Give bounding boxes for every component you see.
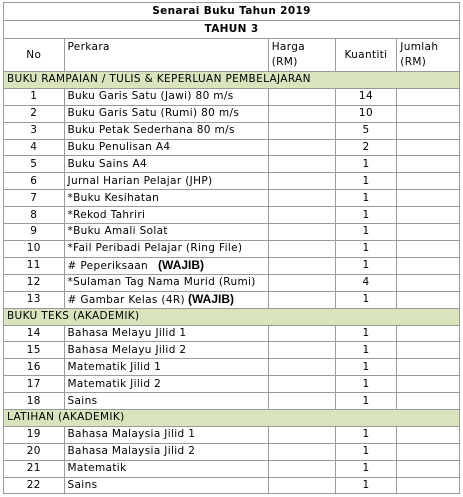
item-total bbox=[397, 190, 460, 207]
item-no: 4 bbox=[4, 139, 65, 156]
item-no: 1 bbox=[4, 88, 65, 105]
item-total bbox=[397, 376, 460, 393]
subtitle-row bbox=[4, 21, 460, 39]
item-name: Jurnal Harian Pelajar (JHP) bbox=[67, 174, 213, 187]
item-price bbox=[268, 105, 335, 122]
item-quantity: 1 bbox=[335, 376, 397, 393]
item-total bbox=[397, 291, 460, 308]
item-name-cell bbox=[64, 291, 268, 308]
item-price bbox=[268, 325, 335, 342]
item-total bbox=[397, 224, 460, 241]
section-title: BUKU TEKS (AKADEMIK) bbox=[4, 308, 460, 325]
item-name-cell bbox=[64, 376, 268, 393]
table-row bbox=[4, 426, 460, 443]
item-total bbox=[397, 426, 460, 443]
table-row bbox=[4, 274, 460, 291]
item-name: Bahasa Melayu Jilid 1 bbox=[67, 327, 187, 340]
item-price bbox=[268, 460, 335, 477]
section-row bbox=[4, 308, 460, 325]
item-quantity: 4 bbox=[335, 274, 397, 291]
header-harga-label: Harga bbox=[271, 41, 305, 53]
item-name: Bahasa Malaysia Jilid 1 bbox=[67, 428, 196, 441]
item-quantity: 1 bbox=[335, 291, 397, 308]
item-no: 10 bbox=[4, 240, 65, 257]
item-no: 9 bbox=[4, 224, 65, 241]
item-total bbox=[397, 477, 460, 494]
item-no: 8 bbox=[4, 207, 65, 224]
item-no: 15 bbox=[4, 342, 65, 359]
item-name-cell bbox=[64, 139, 268, 156]
table-row bbox=[4, 291, 460, 308]
item-price bbox=[268, 190, 335, 207]
table-row bbox=[4, 460, 460, 477]
item-quantity: 1 bbox=[335, 460, 397, 477]
header-row bbox=[4, 39, 460, 72]
item-total bbox=[397, 359, 460, 376]
table-row bbox=[4, 88, 460, 105]
item-quantity: 10 bbox=[335, 105, 397, 122]
header-jumlah-label: Jumlah bbox=[400, 41, 439, 53]
table-row bbox=[4, 224, 460, 241]
item-quantity: 1 bbox=[335, 173, 397, 190]
item-no: 13 bbox=[4, 291, 65, 308]
item-no: 5 bbox=[4, 156, 65, 173]
header-no: No bbox=[4, 39, 65, 72]
item-name-cell bbox=[64, 156, 268, 173]
item-name-cell bbox=[64, 274, 268, 291]
item-total bbox=[397, 105, 460, 122]
item-name-cell bbox=[64, 105, 268, 122]
item-price bbox=[268, 207, 335, 224]
section-title: BUKU RAMPAIAN / TULIS & KEPERLUAN PEMBELAJARAN bbox=[4, 72, 460, 89]
item-quantity: 1 bbox=[335, 477, 397, 494]
item-no: 19 bbox=[4, 426, 65, 443]
item-price bbox=[268, 122, 335, 139]
book-list-table bbox=[3, 2, 460, 494]
table-row bbox=[4, 190, 460, 207]
table-row bbox=[4, 342, 460, 359]
item-price bbox=[268, 342, 335, 359]
table-row bbox=[4, 257, 460, 274]
item-total bbox=[397, 460, 460, 477]
item-quantity: 1 bbox=[335, 325, 397, 342]
item-name-cell bbox=[64, 426, 268, 443]
item-price bbox=[268, 240, 335, 257]
table-row bbox=[4, 325, 460, 342]
table-row bbox=[4, 156, 460, 173]
header-kuantiti: Kuantiti bbox=[335, 39, 397, 72]
item-no: 7 bbox=[4, 190, 65, 207]
item-name: # Peperiksaan bbox=[67, 259, 149, 272]
item-name-cell bbox=[64, 257, 268, 274]
item-name: Buku Garis Satu (Rumi) 80 m/s bbox=[67, 107, 240, 120]
item-price bbox=[268, 173, 335, 190]
item-name: Bahasa Malaysia Jilid 2 bbox=[67, 445, 196, 458]
item-total bbox=[397, 443, 460, 460]
header-jumlah bbox=[397, 39, 460, 72]
item-price bbox=[268, 156, 335, 173]
item-quantity: 1 bbox=[335, 443, 397, 460]
sheet-title: Senarai Buku Tahun 2019 bbox=[4, 3, 460, 21]
table-row bbox=[4, 139, 460, 156]
item-quantity: 14 bbox=[335, 88, 397, 105]
item-no: 3 bbox=[4, 122, 65, 139]
book-list-sheet bbox=[3, 2, 460, 494]
sheet-subtitle: TAHUN 3 bbox=[4, 21, 460, 39]
item-name: *Sulaman Tag Nama Murid (Rumi) bbox=[67, 276, 256, 289]
item-name: Buku Garis Satu (Jawi) 80 m/s bbox=[67, 90, 234, 103]
item-price bbox=[268, 224, 335, 241]
item-quantity: 1 bbox=[335, 156, 397, 173]
item-name: Matematik bbox=[67, 462, 127, 475]
section-row bbox=[4, 410, 460, 427]
item-name-cell bbox=[64, 477, 268, 494]
item-price bbox=[268, 139, 335, 156]
item-quantity: 1 bbox=[335, 190, 397, 207]
item-price bbox=[268, 291, 335, 308]
item-name-cell bbox=[64, 88, 268, 105]
item-name-cell bbox=[64, 359, 268, 376]
item-name-cell bbox=[64, 460, 268, 477]
table-row bbox=[4, 376, 460, 393]
item-name: Bahasa Melayu Jilid 2 bbox=[67, 343, 187, 356]
item-quantity: 1 bbox=[335, 207, 397, 224]
item-name: # Gambar Kelas (4R) bbox=[67, 293, 185, 306]
item-name: Sains bbox=[67, 394, 98, 407]
item-name: *Buku Kesihatan bbox=[67, 191, 160, 204]
mandatory-tag: (WAJIB) bbox=[188, 291, 234, 306]
item-name: Sains bbox=[67, 479, 98, 492]
item-quantity: 5 bbox=[335, 122, 397, 139]
item-total bbox=[397, 122, 460, 139]
item-name-cell bbox=[64, 342, 268, 359]
item-no: 14 bbox=[4, 325, 65, 342]
item-name-cell bbox=[64, 207, 268, 224]
item-quantity: 1 bbox=[335, 342, 397, 359]
table-row bbox=[4, 359, 460, 376]
item-name-cell bbox=[64, 190, 268, 207]
item-quantity: 1 bbox=[335, 393, 397, 410]
item-no: 22 bbox=[4, 477, 65, 494]
item-name-cell bbox=[64, 393, 268, 410]
item-no: 12 bbox=[4, 274, 65, 291]
item-price bbox=[268, 477, 335, 494]
item-price bbox=[268, 257, 335, 274]
table-row bbox=[4, 105, 460, 122]
item-no: 2 bbox=[4, 105, 65, 122]
item-price bbox=[268, 376, 335, 393]
table-row bbox=[4, 393, 460, 410]
header-jumlah-unit: (RM) bbox=[400, 56, 427, 68]
table-row bbox=[4, 443, 460, 460]
item-total bbox=[397, 342, 460, 359]
item-quantity: 1 bbox=[335, 240, 397, 257]
item-name-cell bbox=[64, 122, 268, 139]
mandatory-tag: (WAJIB) bbox=[158, 257, 205, 272]
item-name: *Rekod Tahriri bbox=[67, 208, 146, 221]
item-no: 18 bbox=[4, 393, 65, 410]
item-quantity: 2 bbox=[335, 139, 397, 156]
item-total bbox=[397, 325, 460, 342]
section-row bbox=[4, 72, 460, 89]
item-quantity: 1 bbox=[335, 426, 397, 443]
item-name-cell bbox=[64, 443, 268, 460]
item-quantity: 1 bbox=[335, 224, 397, 241]
header-harga-unit: (RM) bbox=[271, 56, 298, 68]
item-no: 16 bbox=[4, 359, 65, 376]
item-no: 11 bbox=[4, 257, 65, 274]
item-total bbox=[397, 88, 460, 105]
table-row bbox=[4, 207, 460, 224]
item-no: 21 bbox=[4, 460, 65, 477]
item-price bbox=[268, 443, 335, 460]
item-name: Matematik Jilid 2 bbox=[67, 377, 162, 390]
item-quantity: 1 bbox=[335, 257, 397, 274]
item-price bbox=[268, 359, 335, 376]
item-price bbox=[268, 393, 335, 410]
table-row bbox=[4, 477, 460, 494]
item-name: *Fail Peribadi Pelajar (Ring File) bbox=[67, 242, 243, 255]
header-perkara: Perkara bbox=[64, 39, 268, 72]
item-name: Buku Penulisan A4 bbox=[67, 141, 171, 153]
table-row bbox=[4, 240, 460, 257]
item-price bbox=[268, 88, 335, 105]
item-total bbox=[397, 274, 460, 291]
item-price bbox=[268, 274, 335, 291]
item-name: Matematik Jilid 1 bbox=[67, 360, 162, 373]
title-row bbox=[4, 3, 460, 21]
item-total bbox=[397, 207, 460, 224]
header-harga bbox=[268, 39, 335, 72]
item-total bbox=[397, 173, 460, 190]
item-name-cell bbox=[64, 240, 268, 257]
item-total bbox=[397, 139, 460, 156]
item-total bbox=[397, 156, 460, 173]
item-name-cell bbox=[64, 325, 268, 342]
item-no: 20 bbox=[4, 443, 65, 460]
item-total bbox=[397, 393, 460, 410]
item-quantity: 1 bbox=[335, 359, 397, 376]
item-name: Buku Petak Sederhana 80 m/s bbox=[67, 124, 235, 137]
item-name: *Buku Amali Solat bbox=[67, 225, 168, 238]
item-name: Buku Sains A4 bbox=[67, 157, 148, 170]
item-no: 6 bbox=[4, 173, 65, 190]
item-no: 17 bbox=[4, 376, 65, 393]
table-row bbox=[4, 122, 460, 139]
item-name-cell bbox=[64, 173, 268, 190]
item-total bbox=[397, 257, 460, 274]
item-total bbox=[397, 240, 460, 257]
table-row bbox=[4, 173, 460, 190]
item-name-cell bbox=[64, 224, 268, 241]
section-title: LATIHAN (AKADEMIK) bbox=[4, 410, 460, 427]
item-price bbox=[268, 426, 335, 443]
